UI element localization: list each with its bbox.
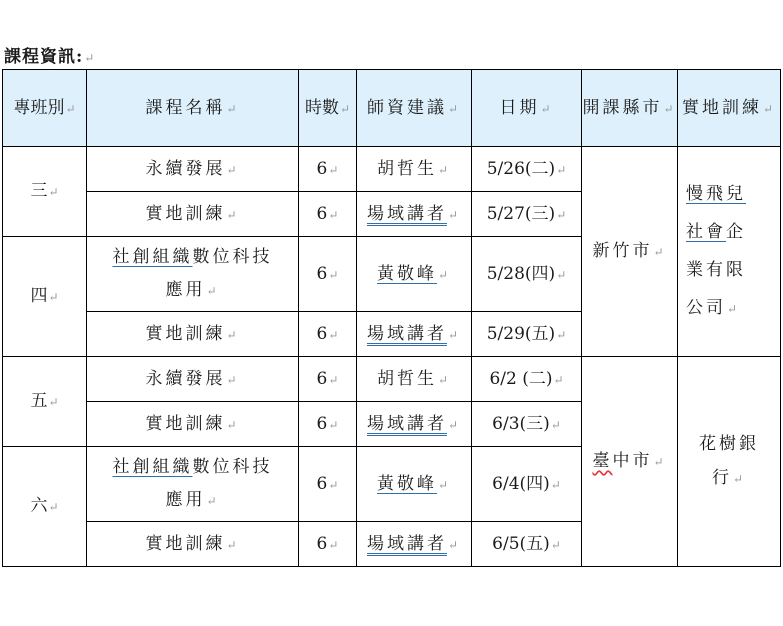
hours-cell: 6↵ [299, 522, 357, 567]
header-teacher: 師資建議↵ [357, 70, 472, 147]
date-cell: 5/29(五)↵ [472, 312, 582, 357]
hours-cell: 6↵ [299, 237, 357, 312]
header-venue: 實地訓練↵ [678, 70, 781, 147]
table-header-row [3, 70, 781, 147]
course-cell: 永續發展↵ [87, 357, 299, 402]
hours-cell: 6↵ [299, 447, 357, 522]
table-row [3, 357, 781, 402]
header-class: 專班別↵ [3, 70, 87, 147]
teacher-cell: 場域講者↵ [357, 192, 472, 237]
hours-cell: 6↵ [299, 147, 357, 192]
course-cell: 實地訓練↵ [87, 312, 299, 357]
course-cell: 實地訓練↵ [87, 192, 299, 237]
county-cell: 臺中市↵ [582, 357, 678, 567]
teacher-cell: 場域講者↵ [357, 312, 472, 357]
header-hours: 時數↵ [299, 70, 357, 147]
teacher-cell: 場域講者↵ [357, 522, 472, 567]
class-cell: 三↵ [3, 147, 87, 237]
venue-cell: 花樹銀 行↵ [678, 357, 781, 567]
teacher-cell: 胡哲生↵ [357, 357, 472, 402]
course-cell: 社創組織數位科技 應用↵ [87, 447, 299, 522]
class-cell: 六↵ [3, 447, 87, 567]
date-cell: 5/27(三)↵ [472, 192, 582, 237]
date-cell: 6/4(四)↵ [472, 447, 582, 522]
teacher-cell: 黃敬峰↵ [357, 237, 472, 312]
course-cell: 實地訓練↵ [87, 402, 299, 447]
page-heading: 課程資訊:↵ [4, 47, 96, 67]
header-county: 開課縣市↵ [582, 70, 678, 147]
hours-cell: 6↵ [299, 192, 357, 237]
course-cell: 社創組織數位科技 應用↵ [87, 237, 299, 312]
venue-cell: 慢飛兒 社會企 業有限 公司↵ [678, 147, 781, 357]
course-table [2, 69, 781, 567]
teacher-cell: 場域講者↵ [357, 402, 472, 447]
header-course: 課程名稱↵ [87, 70, 299, 147]
class-cell: 四↵ [3, 237, 87, 357]
class-cell: 五↵ [3, 357, 87, 447]
date-cell: 5/26(二)↵ [472, 147, 582, 192]
date-cell: 5/28(四)↵ [472, 237, 582, 312]
county-cell: 新竹市↵ [582, 147, 678, 357]
course-cell: 永續發展↵ [87, 147, 299, 192]
hours-cell: 6↵ [299, 357, 357, 402]
teacher-cell: 黃敬峰↵ [357, 447, 472, 522]
date-cell: 6/3(三)↵ [472, 402, 582, 447]
date-cell: 6/5(五)↵ [472, 522, 582, 567]
table-row [3, 147, 781, 192]
course-cell: 實地訓練↵ [87, 522, 299, 567]
header-date: 日期↵ [472, 70, 582, 147]
teacher-cell: 胡哲生↵ [357, 147, 472, 192]
date-cell: 6/2 (二)↵ [472, 357, 582, 402]
hours-cell: 6↵ [299, 312, 357, 357]
hours-cell: 6↵ [299, 402, 357, 447]
